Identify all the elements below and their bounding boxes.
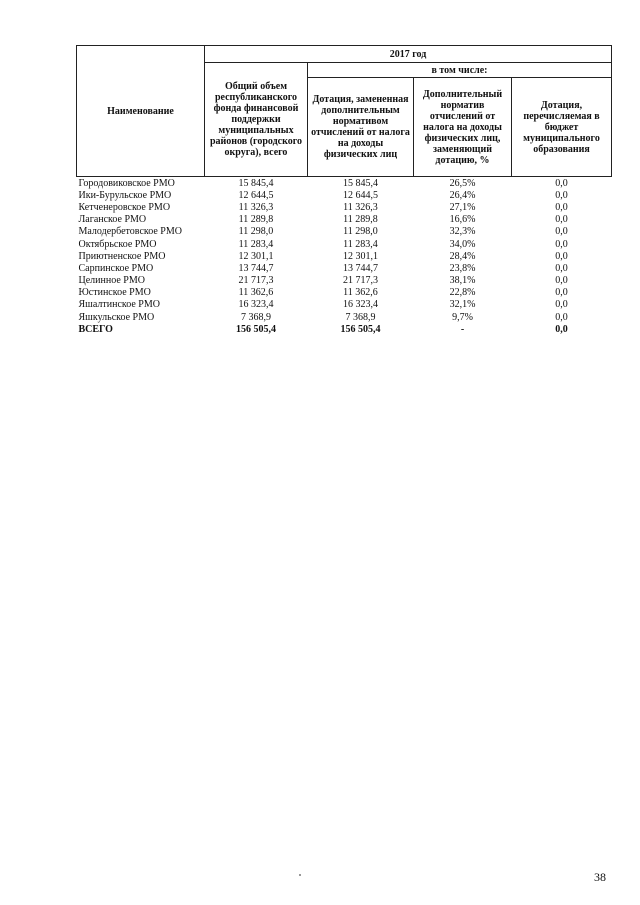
header-dotacia-replaced: Дотация, замененная дополнительным нормативом отчислений от налога на доходы физических лиц [308, 78, 414, 177]
cell-norm: 38,1% [449, 275, 476, 287]
table-row [77, 214, 612, 226]
cell-budget: 0,0 [555, 214, 568, 226]
cell-budget: 0,0 [555, 275, 568, 287]
cell-name: Лаганское РМО [78, 214, 147, 226]
cell-norm: 9,7% [452, 311, 473, 323]
cell-name: Кетченеровское РМО [78, 201, 171, 213]
cell-budget: 0,0 [555, 226, 568, 238]
table-row [77, 238, 612, 250]
cell-norm: 34,0% [449, 238, 476, 250]
table-row [77, 275, 612, 287]
cell-name: Сарпинское РМО [78, 262, 154, 274]
cell-total: 7 368,9 [241, 311, 271, 323]
table-row [77, 299, 612, 311]
cell-norm: 27,1% [449, 201, 476, 213]
cell-budget: 0,0 [555, 287, 568, 299]
cell-replaced: 15 845,4 [343, 177, 378, 189]
cell-replaced: 11 289,8 [343, 214, 378, 226]
header-name: Наименование [77, 46, 205, 177]
cell-norm: 32,3% [449, 226, 476, 238]
cell-budget: 0,0 [555, 299, 568, 311]
page-number: 38 [594, 870, 606, 884]
budget-table [76, 45, 612, 335]
cell-replaced: 11 326,3 [343, 201, 378, 213]
header-including: в том числе: [308, 63, 612, 78]
cell-name: Приютненское РМО [78, 250, 166, 262]
cell-replaced: 12 301,1 [343, 250, 378, 262]
header-dop-norm: Дополнительный норматив отчислений от налога на доходы физических лиц, заменяющий дотацию, % [414, 78, 512, 177]
cell-replaced: 12 644,5 [343, 189, 378, 201]
cell-total: 12 301,1 [238, 250, 274, 262]
cell-total: 11 326,3 [238, 201, 274, 213]
cell-name: Городовиковское РМО [78, 177, 175, 189]
cell-name: Яшалтинское РМО [78, 299, 160, 311]
cell-replaced: 11 298,0 [343, 226, 378, 238]
cell-norm: 23,8% [449, 262, 476, 274]
header-year: 2017 год [205, 46, 612, 63]
cell-total: 12 644,5 [238, 189, 274, 201]
cell-budget: 0,0 [555, 238, 568, 250]
cell-budget: 0,0 [555, 177, 568, 189]
cell-name: Ики-Бурульское РМО [78, 189, 172, 201]
cell-budget: 0,0 [555, 311, 568, 323]
cell-total: 11 298,0 [238, 226, 274, 238]
scan-speck [299, 874, 301, 876]
cell-name: Малодербетовское РМО [78, 226, 182, 238]
table-body [77, 177, 612, 336]
cell-norm: 22,8% [449, 287, 476, 299]
cell-total: 11 283,4 [238, 238, 274, 250]
table-row [77, 250, 612, 262]
table-row [77, 177, 612, 190]
cell-total: 11 289,8 [238, 214, 274, 226]
table-row [77, 189, 612, 201]
cell-norm: 32,1% [449, 299, 476, 311]
cell-total: 15 845,4 [238, 177, 274, 189]
total-row [77, 323, 612, 335]
total-cell-replaced: 156 505,4 [340, 323, 381, 335]
cell-budget: 0,0 [555, 201, 568, 213]
cell-replaced: 7 368,9 [345, 311, 376, 323]
cell-replaced: 16 323,4 [343, 299, 378, 311]
cell-budget: 0,0 [555, 189, 568, 201]
total-cell-total: 156 505,4 [236, 323, 276, 335]
header-dotacia-budget: Дотация, перечисляемая в бюджет муниципального образования [512, 78, 612, 177]
cell-norm: 28,4% [449, 250, 476, 262]
table-row [77, 262, 612, 274]
total-cell-name: ВСЕГО [78, 323, 113, 335]
cell-name: Целинное РМО [78, 275, 145, 287]
cell-replaced: 11 362,6 [343, 287, 378, 299]
total-cell-budget: 0,0 [555, 323, 568, 335]
header-total: Общий объем республиканского фонда финансовой поддержки муниципальных районов (городского округа), всего [205, 63, 308, 177]
cell-name: Октябрьское РМО [78, 238, 157, 250]
cell-total: 21 717,3 [238, 275, 274, 287]
cell-total: 11 362,6 [238, 287, 274, 299]
cell-budget: 0,0 [555, 262, 568, 274]
cell-total: 16 323,4 [238, 299, 274, 311]
table-row [77, 201, 612, 213]
table-row [77, 311, 612, 323]
cell-budget: 0,0 [555, 250, 568, 262]
table-header [77, 46, 612, 177]
table-row [77, 287, 612, 299]
cell-total: 13 744,7 [238, 262, 274, 274]
cell-norm: 26,5% [449, 177, 476, 189]
cell-replaced: 13 744,7 [343, 262, 378, 274]
total-cell-norm: - [460, 323, 465, 335]
cell-replaced: 21 717,3 [343, 275, 378, 287]
cell-replaced: 11 283,4 [343, 238, 378, 250]
cell-name: Яшкульское РМО [78, 311, 155, 323]
table-row [77, 226, 612, 238]
cell-norm: 16,6% [449, 214, 476, 226]
cell-norm: 26,4% [449, 189, 476, 201]
cell-name: Юстинское РМО [78, 287, 151, 299]
